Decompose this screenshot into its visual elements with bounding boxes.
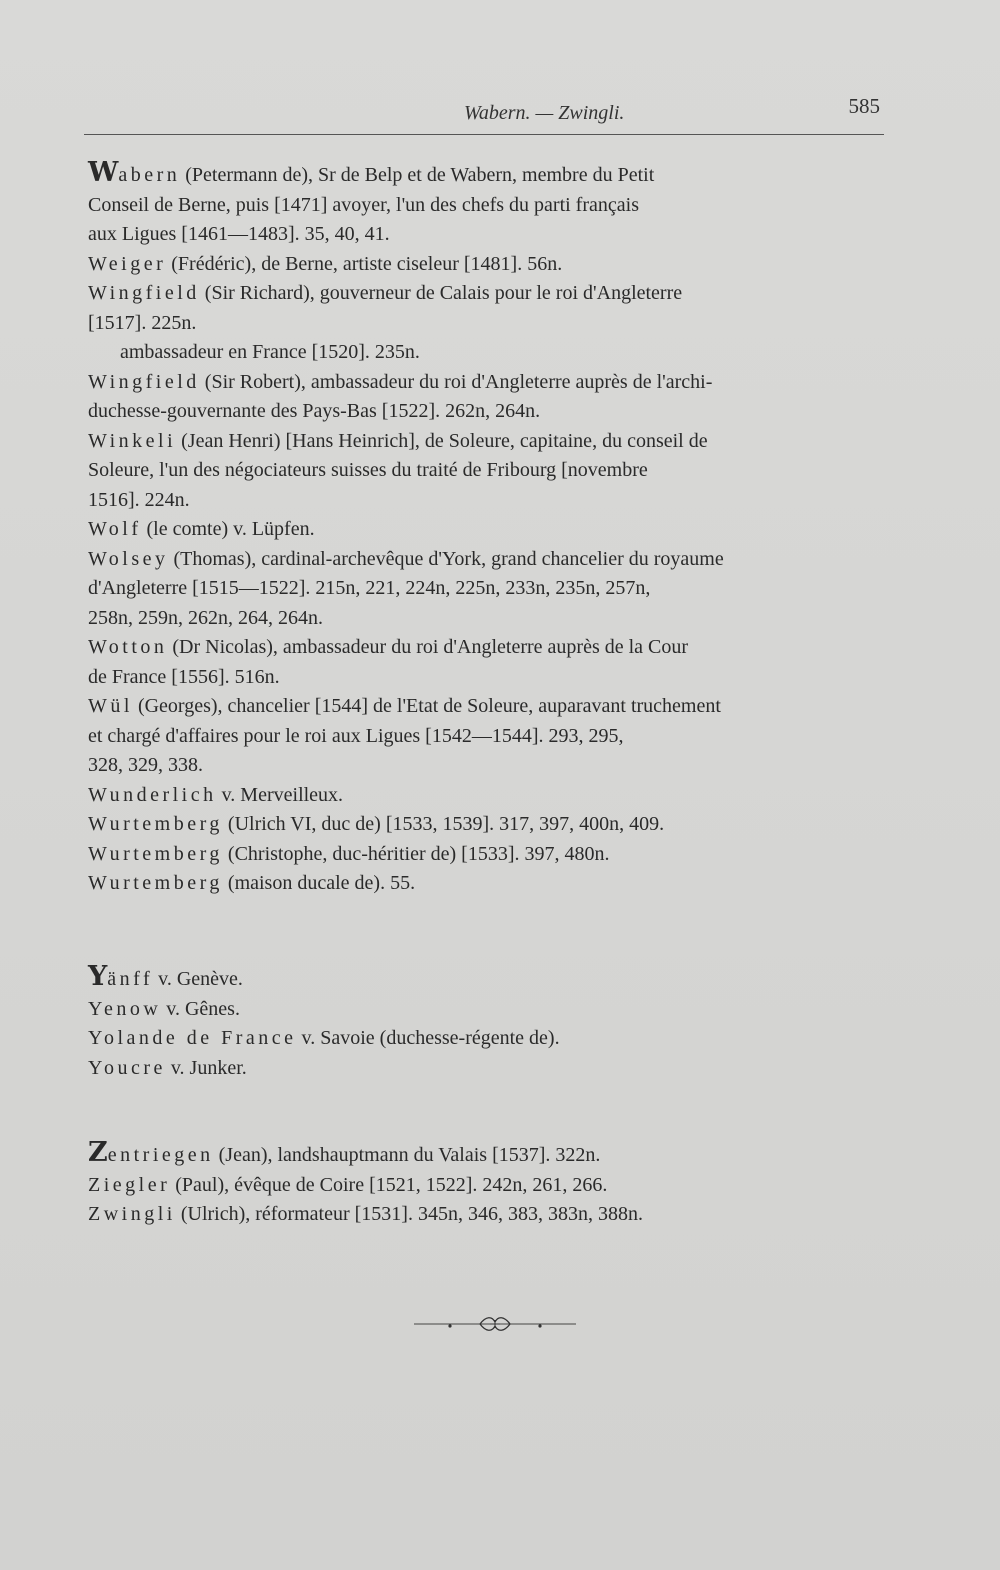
entry-name: Wolf <box>88 518 142 540</box>
entry-name: änff <box>107 968 154 990</box>
entry-text: v. Gênes. <box>166 997 240 1020</box>
page-number: 585 <box>848 94 880 118</box>
index-entry <box>88 515 888 545</box>
entry-name: Wunderlich <box>88 783 217 806</box>
entry-text: aux Ligues [1461—1483]. 35, 40, 41. <box>88 223 390 245</box>
index-section-y <box>88 962 888 1083</box>
entry-text: (Georges), chancelier [1544] de l'Etat de Soleure, auparavant truchement <box>137 695 721 717</box>
decorative-rule-icon <box>414 1312 576 1336</box>
index-entry <box>88 633 888 692</box>
entry-text: Soleure, l'un des négociateurs suisses du traité de Fribourg [novembre <box>88 459 648 481</box>
entry-name: Wingfield <box>88 282 200 304</box>
entry-text: (Jean), landshauptmann du Valais [1537]. 322n. <box>218 1144 601 1166</box>
entry-text: duchesse-gouvernante des Pays-Bas [1522]. 262n, 264n. <box>88 400 541 422</box>
entry-text: 328, 329, 338. <box>88 754 203 776</box>
entry-text: (Paul), évêque de Coire [1521, 1522]. 242n, 261, 266. <box>175 1173 608 1196</box>
index-entry <box>88 840 888 870</box>
entry-name: Weiger <box>88 252 167 275</box>
entry-name: Wolsey <box>88 547 169 570</box>
entry-text: de France [1556]. 516n. <box>88 665 280 688</box>
entry-name: Yolande de France <box>88 1027 297 1049</box>
entry-text: et chargé d'affaires pour le roi aux Ligues [1542—1544]. 293, 295, <box>88 724 624 747</box>
index-entry <box>88 427 888 516</box>
entry-text: v. Junker. <box>170 1056 247 1079</box>
entry-name: entriegen <box>107 1144 214 1166</box>
index-entry <box>88 1054 888 1084</box>
entry-text: (Sir Richard), gouverneur de Calais pour le roi d'Angleterre <box>204 282 683 304</box>
entry-name: Winkeli <box>88 429 177 452</box>
entry-text: (le comte) v. Lüpfen. <box>146 518 315 540</box>
index-section-z <box>88 1138 888 1230</box>
index-section-w <box>88 158 888 899</box>
drop-initial: Z <box>88 1137 108 1168</box>
entry-text: d'Angleterre [1515—1522]. 215n, 221, 224n, 225n, 233n, 235n, 257n, <box>88 577 651 599</box>
index-entry <box>88 781 888 811</box>
page-header <box>84 94 884 135</box>
entry-name: Wurtemberg <box>88 842 223 865</box>
entry-text: [1517]. 225n. <box>88 311 197 334</box>
index-entry <box>88 1138 888 1171</box>
entry-text: (Sir Robert), ambassadeur du roi d'Angleterre auprès de l'archi- <box>204 370 713 393</box>
entry-name: Wotton <box>88 636 168 658</box>
index-entry <box>88 810 888 840</box>
entry-text: v. Genève. <box>158 968 243 990</box>
drop-initial: W <box>88 157 119 188</box>
entry-text: Conseil de Berne, puis [1471] avoyer, l'un des chefs du parti français <box>88 193 639 216</box>
entry-name: Ziegler <box>88 1173 171 1196</box>
entry-text: 258n, 259n, 262n, 264, 264n. <box>88 606 323 629</box>
index-entry <box>88 692 888 781</box>
entry-text: (Jean Henri) [Hans Heinrich], de Soleure, capitaine, du conseil de <box>181 429 708 452</box>
entry-text: (maison ducale de). 55. <box>227 872 416 894</box>
entry-name: Youcre <box>88 1056 166 1079</box>
index-entry <box>88 869 888 899</box>
entry-name: Wingfield <box>88 370 200 393</box>
index-entry <box>88 962 888 995</box>
index-entry <box>88 995 888 1025</box>
index-entry <box>88 250 888 280</box>
index-entry <box>88 545 888 634</box>
index-entry <box>88 1171 888 1201</box>
entry-text: v. Savoie (duchesse-régente de). <box>301 1027 560 1049</box>
entry-text: (Ulrich), réformateur [1531]. 345n, 346, 383, 383n, 388n. <box>180 1203 643 1225</box>
entry-text: (Ulrich VI, duc de) [1533, 1539]. 317, 397, 400n, 409. <box>227 813 665 835</box>
index-entry <box>88 368 888 427</box>
running-title: Wabern. — Zwingli. <box>464 102 625 124</box>
index-entry <box>88 338 888 368</box>
index-entry <box>88 1200 888 1230</box>
entry-text: (Frédéric), de Berne, artiste ciseleur [1481]. 56n. <box>171 252 563 275</box>
entry-text: ambassadeur en France [1520]. 235n. <box>120 341 420 363</box>
entry-name: Wurtemberg <box>88 872 223 894</box>
entry-name: abern <box>118 164 181 186</box>
entry-name: Wül <box>88 695 133 717</box>
entry-name: Wurtemberg <box>88 813 223 835</box>
index-entry <box>88 1024 888 1054</box>
index-entry <box>88 158 888 250</box>
entry-text: (Dr Nicolas), ambassadeur du roi d'Angleterre auprès de la Cour <box>172 636 689 658</box>
entry-text: (Christophe, duc-héritier de) [1533]. 397, 480n. <box>227 842 610 865</box>
entry-text: (Petermann de), Sr de Belp et de Wabern, membre du Petit <box>185 164 655 186</box>
entry-text: (Thomas), cardinal-archevêque d'York, grand chancelier du royaume <box>173 547 724 570</box>
entry-name: Yenow <box>88 997 162 1020</box>
drop-initial: Y <box>88 961 108 992</box>
entry-text: v. Merveilleux. <box>221 783 344 806</box>
entry-text: 1516]. 224n. <box>88 488 190 511</box>
entry-name: Zwingli <box>88 1203 176 1225</box>
index-entry <box>88 279 888 338</box>
